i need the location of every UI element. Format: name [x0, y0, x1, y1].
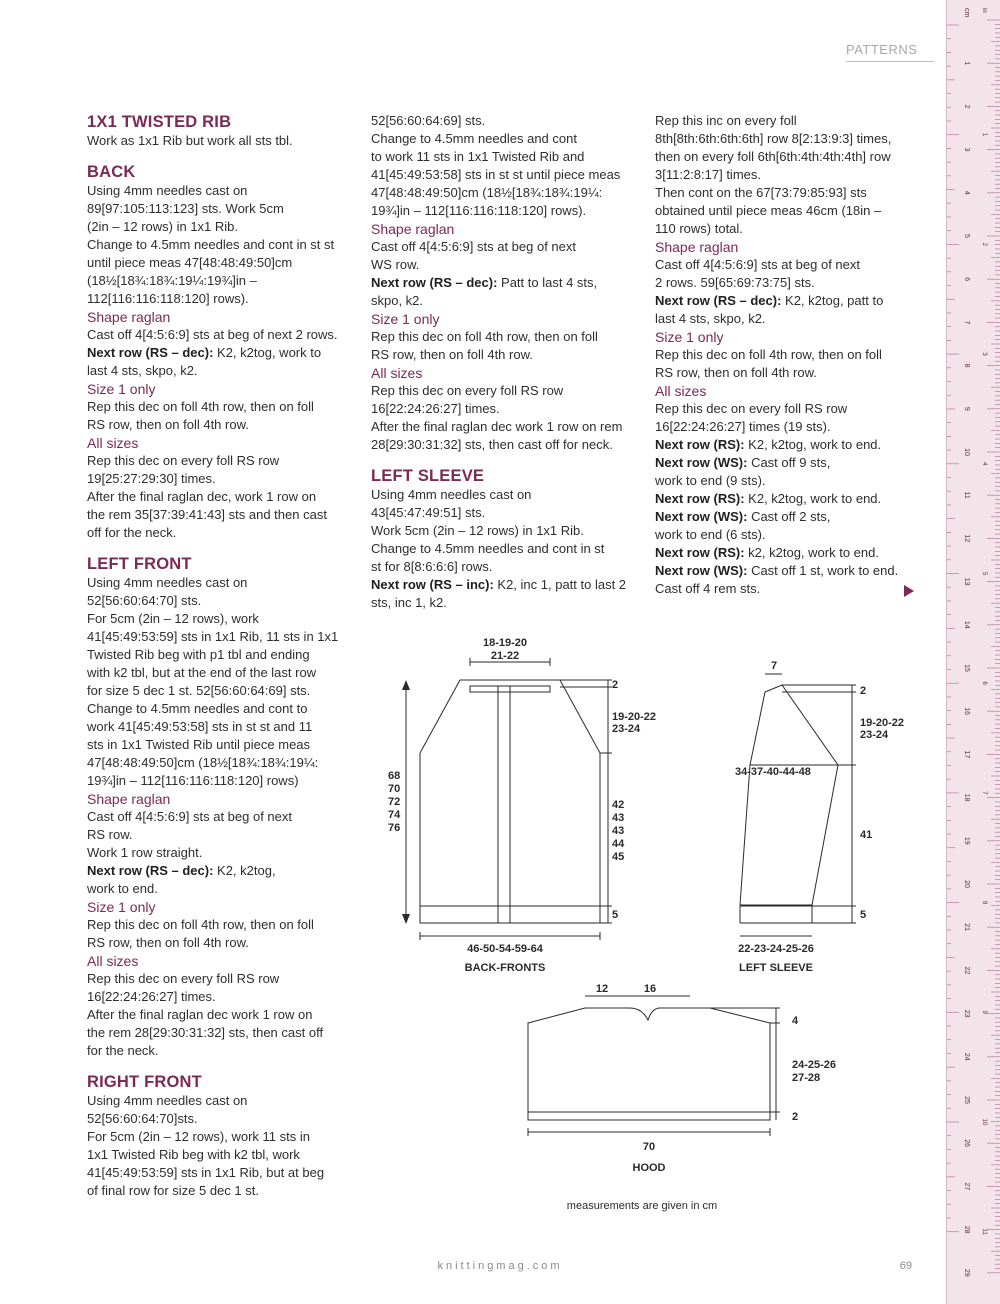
- back-rib-depth: 5: [612, 909, 619, 921]
- sleeve-cuff-width: 22-23-24-25-26: [738, 943, 814, 955]
- right-front-cast-on-text: Using 4mm needles cast on 52[56:60:64:70]sts. For 5cm (2in – 12 rows), work 11 sts in 1x1 Twisted Rib beg with k2 tbl, work 41[45:49:53:59] sts in 1x1 Rib, but at beg of final row for size 5 dec 1 st.: [87, 1093, 325, 1198]
- sleeve-row-6-instruction: Cast off 1 st, work to end.: [747, 563, 899, 578]
- left-front-size1-text: Rep this dec on foll 4th row, then on foll RS row, then on foll 4th row.: [87, 917, 314, 950]
- ruler-in-label: 8: [981, 900, 987, 905]
- left-front-next-row-text: [87, 862, 349, 898]
- sleeve-row-2: [655, 454, 913, 490]
- twisted-rib-heading: 1X1 TWISTED RIB: [87, 113, 232, 131]
- left-front-heading: LEFT FRONT: [87, 555, 192, 573]
- ruler-in-label: 1: [981, 133, 987, 137]
- left-front-next-row-label: Next row (RS – dec):: [87, 863, 214, 878]
- ruler-in-label: 2: [981, 242, 987, 247]
- back-width: 46-50-54-59-64: [467, 943, 543, 955]
- sleeve-row-2-instruction: Cast off 9 sts, work to end (9 sts).: [655, 455, 831, 488]
- sleeve-cast-off-text: Cast off 4[4:5:6:9] sts at beg of next 2 rows. 59[65:69:73:75] sts.: [655, 257, 860, 290]
- ruler-cm-unit: cm: [963, 8, 970, 18]
- back-raglan-top: 2: [612, 679, 619, 691]
- back-body-5: 45: [612, 851, 625, 863]
- sleeve-row-3-label: Next row (RS):: [655, 491, 745, 506]
- sleeve-row-4-instruction: Cast off 2 sts, work to end (6 sts).: [655, 509, 831, 542]
- ruler-cm-label: 2: [963, 104, 970, 109]
- hood-width: 70: [642, 1141, 656, 1153]
- back-size1-text: Rep this dec on foll 4th row, then on foll RS row, then on foll 4th row.: [87, 399, 314, 432]
- ruler-cm-label: 9: [963, 406, 970, 411]
- ruler-in-label: 6: [981, 681, 987, 685]
- schematic-diagrams: [380, 630, 920, 1225]
- ruler-cm-label: 22: [963, 966, 970, 975]
- sleeve-size1-text: Rep this dec on foll 4th row, then on foll RS row, then on foll 4th row.: [655, 347, 882, 380]
- length-arrow-up-icon: [402, 680, 410, 690]
- sleeve-row-4: [655, 508, 913, 544]
- back-caption: BACK-FRONTS: [464, 962, 546, 974]
- left-sleeve-heading: LEFT SLEEVE: [371, 467, 485, 485]
- sleeve-row-5: [655, 544, 913, 562]
- hood-height-2: 27-28: [792, 1072, 821, 1084]
- section-label: PATTERNS: [846, 42, 918, 57]
- back-next-row-label: Next row (RS – dec):: [87, 345, 214, 360]
- back-top-width-1: 18-19-20: [482, 637, 528, 649]
- ruler-cm-label: 14: [963, 620, 970, 629]
- back-all-sizes-heading: All sizes: [87, 435, 139, 451]
- sleeve-row-1-label: Next row (RS):: [655, 437, 745, 452]
- ruler-cm-label: 26: [963, 1139, 970, 1148]
- ruler-cm-label: 28: [963, 1225, 970, 1234]
- ruler-svg: [947, 0, 1000, 1304]
- sleeve-row-1-instruction: K2, k2tog, work to end.: [744, 437, 882, 452]
- back-length-2: 70: [388, 783, 401, 795]
- sleeve-rib-depth: 5: [860, 909, 867, 921]
- right-front-next-row-instruction: Patt to last 4 sts, skpo, k2.: [371, 275, 598, 308]
- left-front-all-sizes-text: Rep this dec on every foll RS row 16[22:24:26:27] times. After the final raglan dec work 1 row on the rem 28[29:30:31:32] sts, then cast off for the neck.: [87, 971, 324, 1058]
- ruler-in-label: 4: [981, 462, 987, 466]
- right-front-all-sizes-text: Rep this dec on every foll RS row 16[22:24:26:27] times. After the final raglan dec work 1 row on rem 28[29:30:31:32] sts, then cast off for neck.: [371, 383, 623, 452]
- ruler-cm-label: 6: [963, 277, 970, 282]
- sleeve-row-3: [655, 490, 913, 508]
- ruler-cm-label: 7: [963, 320, 970, 325]
- column-1: [87, 112, 349, 1200]
- left-sleeve-next-row-text: [371, 576, 633, 612]
- ruler-in-unit: in: [981, 8, 987, 13]
- ruler-cm-label: 4: [963, 190, 970, 195]
- back-shape-raglan-heading: Shape raglan: [87, 309, 171, 325]
- right-front-next-row-label: Next row (RS – dec):: [371, 275, 498, 290]
- sleeve-row-5-label: Next row (RS):: [655, 545, 745, 560]
- side-ruler: [946, 0, 1000, 1304]
- column-3: [655, 112, 913, 598]
- sleeve-increase-text: Rep this inc on every foll 8th[8th:6th:6th:6th] row 8[2:13:9:3] times, then on every foll 6th[6th:4th:4th:4th] row 3[11:2:8:17] times. Then cont on the 67[73:79:85:93] sts obtained until piece meas 46cm (18in – 110 rows) total.: [655, 113, 892, 236]
- sleeve-length: 41: [860, 829, 873, 841]
- ruler-cm-label: 13: [963, 577, 970, 586]
- left-front-size1-heading: Size 1 only: [87, 899, 156, 915]
- sleeve-outline: [740, 685, 838, 905]
- ruler-in-label: 11: [981, 1228, 987, 1235]
- ruler-cm-label: 20: [963, 880, 970, 888]
- page-number: 69: [899, 1260, 912, 1272]
- footer-url: knittingmag.com: [437, 1260, 563, 1272]
- ruler-in-label: 10: [981, 1118, 987, 1126]
- back-length-1: 68: [388, 770, 401, 782]
- hood-top-left: 12: [595, 983, 609, 995]
- ruler-cm-label: 5: [963, 234, 970, 238]
- sleeve-size1-heading: Size 1 only: [655, 329, 724, 345]
- sleeve-all-sizes-heading: All sizes: [655, 383, 707, 399]
- ruler-cm-label: 17: [963, 750, 970, 759]
- hood-caption: HOOD: [632, 1162, 666, 1174]
- ruler-in-label: 7: [981, 791, 987, 795]
- right-front-size1-heading: Size 1 only: [371, 311, 440, 327]
- back-cast-off-text: Cast off 4[4:5:6:9] sts at beg of next 2 rows.: [87, 327, 338, 342]
- left-front-shape-raglan-heading: Shape raglan: [87, 791, 171, 807]
- back-body-1: 42: [612, 799, 625, 811]
- right-front-cast-off-text: Cast off 4[4:5:6:9] sts at beg of next WS row.: [371, 239, 576, 272]
- right-front-heading: RIGHT FRONT: [87, 1073, 202, 1091]
- sleeve-raglan-depth-1: 19-20-22: [860, 717, 905, 729]
- hood-shaping: 4: [792, 1015, 799, 1027]
- sleeve-shape-raglan-heading: Shape raglan: [655, 239, 739, 255]
- sleeve-row-1: [655, 436, 913, 454]
- left-sleeve-next-row-instruction: K2, inc 1, patt to last 2 sts, inc 1, k2.: [371, 577, 627, 610]
- left-front-cast-off-text: Cast off 4[4:5:6:9] sts at beg of next RS row. Work 1 row straight.: [87, 809, 292, 860]
- sleeve-row-6: [655, 562, 913, 580]
- sleeve-row-5-instruction: k2, k2tog, work to end.: [744, 545, 879, 560]
- sleeve-raglan-top: 2: [860, 685, 867, 697]
- sleeve-row-2-label: Next row (WS):: [655, 455, 748, 470]
- ruler-cm-label: 18: [963, 793, 970, 802]
- back-size1-heading: Size 1 only: [87, 381, 156, 397]
- left-front-next-row-instruction: K2, k2tog, work to end.: [87, 863, 276, 896]
- back-body-2: 43: [612, 812, 625, 824]
- header-divider: [846, 61, 934, 62]
- left-sleeve-next-row-label: Next row (RS – inc):: [371, 577, 494, 592]
- back-raglan-depth-2: 23-24: [612, 723, 641, 735]
- ruler-cm-label: 25: [963, 1096, 970, 1104]
- ruler-in-label: 9: [981, 1010, 987, 1014]
- sleeve-raglan-depth-2: 23-24: [860, 729, 889, 741]
- back-heading: BACK: [87, 163, 136, 181]
- back-body-3: 43: [612, 825, 625, 837]
- sleeve-top: 7: [770, 660, 778, 672]
- back-all-sizes-text: Rep this dec on every foll RS row 19[25:27:29:30] times. After the final raglan dec, work 1 row on the rem 35[37:39:41:43] sts and then cast off for the neck.: [87, 453, 327, 540]
- back-raglan-depth-1: 19-20-22: [612, 711, 657, 723]
- sleeve-caption: LEFT SLEEVE: [739, 962, 813, 974]
- ruler-cm-label: 8: [963, 363, 970, 368]
- measurements-note: measurements are given in cm: [566, 1200, 718, 1212]
- ruler-cm-label: 15: [963, 664, 970, 672]
- back-next-row-instruction: K2, k2tog, work to last 4 sts, skpo, k2.: [87, 345, 322, 378]
- ruler-cm-label: 11: [963, 491, 970, 499]
- hood-rib-depth: 2: [792, 1111, 799, 1123]
- back-length-3: 72: [388, 796, 401, 808]
- back-length-5: 76: [388, 822, 401, 834]
- right-front-continue-text: 52[56:60:64:69] sts. Change to 4.5mm needles and cont to work 11 sts in 1x1 Twisted Rib and 41[45:49:53:58] sts in st st until piece meas 47[48:48:49:50]cm (18½[18¾:18¾:19¼: 19¾]in – 112[116:116:118:120] rows).: [371, 113, 621, 218]
- schematic-svg: [380, 630, 920, 1220]
- hood-outline: [528, 1008, 770, 1120]
- ruler-in-label: 5: [981, 571, 987, 576]
- ruler-cm-label: 19: [963, 836, 970, 845]
- right-front-all-sizes-heading: All sizes: [371, 365, 423, 381]
- back-length-4: 74: [388, 809, 401, 821]
- sleeve-upper-width: 34-37-40-44-48: [735, 766, 811, 778]
- ruler-cm-label: 24: [963, 1052, 970, 1061]
- continue-arrow-icon: [904, 585, 914, 597]
- sleeve-all-sizes-text: Rep this dec on every foll RS row 16[22:24:26:27] times (19 sts).: [655, 401, 848, 434]
- length-arrow-down-icon: [402, 914, 410, 924]
- ruler-cm-label: 27: [963, 1182, 970, 1191]
- ruler-cm-label: 10: [963, 448, 970, 456]
- left-front-cast-on-text: Using 4mm needles cast on 52[56:60:64:70] sts. For 5cm (2in – 12 rows), work 41[45:49:53:59] sts in 1x1 Rib, 11 sts in 1x1 Twisted Rib beg with p1 tbl and ending with k2 tbl, but at the end of the last row for size 5 dec 1 st. 52[56:60:64:69] sts. Change to 4.5mm needles and cont to work 41[45:49:53:58] sts in st st and 11 sts in 1x1 Twisted Rib until piece meas 47[48:48:49:50]cm (18½[18¾:18¾:19¼: 19¾]in – 112[116:116:118:120] rows): [87, 575, 339, 788]
- back-cast-on-text: Using 4mm needles cast on 89[97:105:113:123] sts. Work 5cm (2in – 12 rows) in 1x1 Rib. Change to 4.5mm needles and cont in st st until piece meas 47[48:48:49:50]cm (18½[18¾:18¾:19¼:19¾]in – 112[116:116:118:120] rows).: [87, 183, 335, 306]
- ruler-cm-label: 21: [963, 923, 970, 932]
- hood-top-right: 16: [643, 983, 657, 995]
- left-sleeve-cast-on-text: Using 4mm needles cast on 43[45:47:49:51] sts. Work 5cm (2in – 12 rows) in 1x1 Rib. Change to 4.5mm needles and cont in st st for 8[8:6:6:6] rows.: [371, 487, 605, 574]
- sleeve-next-row-instruction: K2, k2tog, patt to last 4 sts, skpo, k2.: [655, 293, 884, 326]
- sleeve-row-6-label: Next row (WS):: [655, 563, 748, 578]
- back-next-row-text: [87, 344, 349, 380]
- sleeve-next-row-label: Next row (RS – dec):: [655, 293, 782, 308]
- hood-height-1: 24-25-26: [792, 1059, 837, 1071]
- twisted-rib-text: Work as 1x1 Rib but work all sts tbl.: [87, 133, 293, 148]
- back-body-4: 44: [612, 838, 625, 850]
- sleeve-row-3-instruction: K2, k2tog, work to end.: [744, 491, 882, 506]
- ruler-cm-label: 29: [963, 1268, 970, 1277]
- ruler-cm-label: 3: [963, 147, 970, 152]
- right-front-size1-text: Rep this dec on foll 4th row, then on foll RS row, then on foll 4th row.: [371, 329, 598, 362]
- sleeve-row-4-label: Next row (WS):: [655, 509, 748, 524]
- column-2: [371, 112, 633, 612]
- back-top-width-2: 21-22: [490, 650, 520, 662]
- ruler-cm-label: 16: [963, 707, 970, 716]
- right-front-next-row-text: [371, 274, 633, 310]
- sleeve-final-cast-off-text: Cast off 4 rem sts.: [655, 581, 761, 596]
- sleeve-next-row-text: [655, 292, 913, 328]
- ruler-cm-label: 12: [963, 534, 970, 543]
- ruler-cm-label: 23: [963, 1009, 970, 1018]
- left-front-all-sizes-heading: All sizes: [87, 953, 139, 969]
- ruler-cm-label: 1: [963, 61, 970, 66]
- right-front-shape-raglan-heading: Shape raglan: [371, 221, 455, 237]
- ruler-in-label: 3: [981, 352, 987, 356]
